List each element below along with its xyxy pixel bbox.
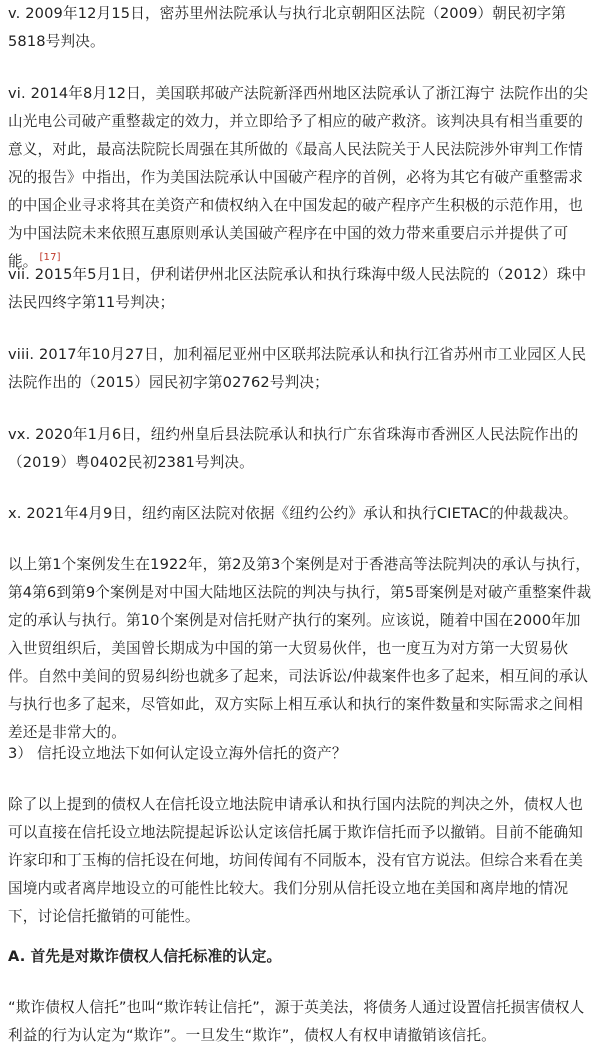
case-v-paragraph: v. 2009年12月15日，密苏里州法院承认与执行北京朝阳区法院（2009）朝民初字第5818号判决。 [8,5,567,50]
question-3-heading: 3） 信托设立地法下如何认定设立海外信托的资产？ [8,745,347,762]
case-vi-text: vi. 2014年8月12日，美国联邦破产法院新泽西州地区法院承认了浙江海宁 法院作出的尖山光电公司破产重整裁定的效力，并立即给予了相应的破产救济。该判决具有相当重要的意义，对此，最高法院院长周强在其所做的《最高人民法院关于人民法院涉外审判工作情况的报告》中指出，作为美国法院承认中国破产程序的首例，必将为其它有破产重整需求的中国企业寻求将其在美资产和债权纳入在中国发起的破产程序产生积极的示范作用，也为中国法院未来依照互惠原则承认美国破产程序在中国的效力带来重要启示并提供了可能。 [8,85,588,270]
case-viii-paragraph: viii. 2017年10月27日，加利福尼亚州中区联邦法院承认和执行江省苏州市工业园区人民法院作出的（2015）园民初字第02762号判决； [8,346,587,391]
case-x-paragraph: x. 2021年4月9日，纽约南区法院对依据《纽约公约》承认和执行CIETAC的仲裁裁决。 [8,505,578,522]
case-vii-paragraph: vii. 2015年5月1日，伊利诺伊州北区法院承认和执行珠海中级人民法院的（2012）珠中法民四终字第11号判决； [8,266,587,311]
footnote-ref-17[interactable]: [17] [39,252,61,264]
intro-paragraph: 除了以上提到的债权人在信托设立地法院申请承认和执行国内法院的判决之外，债权人也可以直接在信托设立地法院提起诉讼认定该信托属于欺诈信托而予以撤销。目前不能确知许家印和丁玉梅的信托设在何地，坊间传闻有不同版本，没有官方说法。但综合来看在美国境内或者离岸地设立的可能性比较大。我们分别从信托设立地在美国和离岸地的情况下，讨论信托撤销的可能性。 [8,796,584,925]
summary-paragraph: 以上第1个案例发生在1922年，第2及第3个案例是对于香港高等法院判决的承认与执行，第4第6到第9个案例是对中国大陆地区法院的判决与执行，第5哥案例是对破产重整案件裁定的承认与执行。第10个案例是对信托财产执行的案列。应该说，随着中国在2000年加入世贸组织后，美国曾长期成为中国的第一大贸易伙伴，也一度互为对方第一大贸易伙伴。自然中美间的贸易纠纷也就多了起来，司法诉讼/仲裁案件也多了起来，相互间的承认与执行也多了起来，尽管如此，双方实际上相互承认和执行的案件数量和实际需求之间相差还是非常大的。 [8,556,592,741]
case-vi-paragraph [8,80,592,276]
case-vx-paragraph: vx. 2020年1月6日，纽约州皇后县法院承认和执行广东省珠海市香洲区人民法院作出的（2019）粤0402民初2381号判决。 [8,426,579,471]
section-a-heading: A. 首先是对欺诈债权人信托标准的认定。 [8,948,282,965]
fraud-trust-paragraph: “欺诈债权人信托”也叫“欺诈转让信托”，源于英美法，将债务人通过设置信托损害债权人利益的行为认定为“欺诈”。一旦发生“欺诈”，债权人有权申请撤销该信托。 [8,999,585,1044]
